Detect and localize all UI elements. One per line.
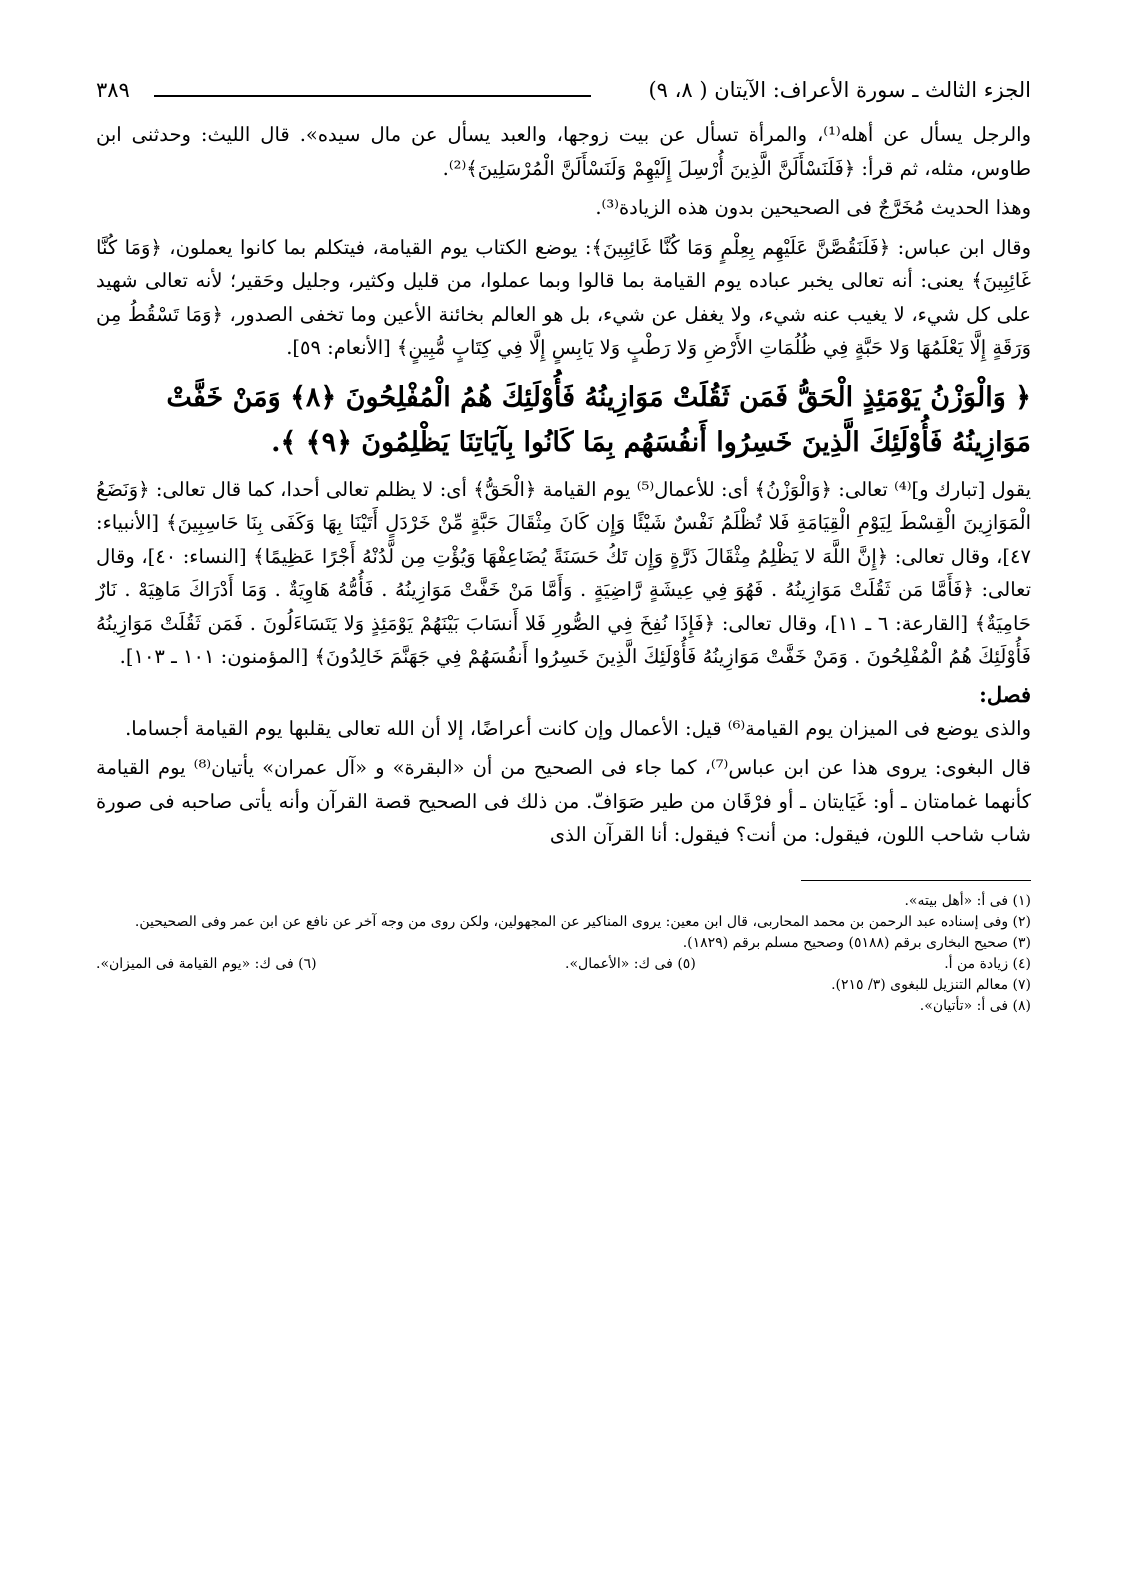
book-page xyxy=(96,78,1031,1017)
header-rule xyxy=(154,95,591,97)
paragraph: والذى يوضع فى الميزان يوم القيامة⁽⁶⁾ قيل: الأعمال وإن كانت أعراضًا، إلا أن الله تعالى يقلبها يوم القيامة أجساما. xyxy=(125,716,1031,740)
page-number: ٣٨٩ xyxy=(96,78,130,102)
paragraph: قال البغوى: يروى هذا عن ابن عباس⁽⁷⁾، كما جاء فى الصحيح من أن «البقرة» و «آل عمران» يأتيان⁽⁸⁾ يوم القيامة كأنهما غمامتان ـ أو: غَيَايتان ـ أو فرْقَان من طير صَوَافّ. من ذلك فى الصحيح قصة القرآن وأنه يأتى صاحبه فى صورة شاب شاحب اللون، فيقول: من أنت؟ فيقول: أنا القرآن الذى xyxy=(96,756,1031,846)
footnote: (٤) زيادة من أ. xyxy=(944,955,1031,972)
footnote: (٣) صحيح البخارى برقم (٥١٨٨) وصحيح مسلم برقم (١٨٢٩). xyxy=(682,934,1031,951)
footnote: (٦) فى ك: «يوم القيامة فى الميزان». xyxy=(96,955,317,972)
footnote: (٧) معالم التنزيل للبغوى (٣/ ٢١٥). xyxy=(831,976,1031,993)
footnote-row xyxy=(96,954,1031,975)
paragraph: يقول [تبارك و]⁽⁴⁾ تعالى: ﴿وَالْوَزْنُ﴾ أى: للأعمال⁽⁵⁾ يوم القيامة ﴿الْحَقُّ﴾ أى: لا يظلم تعالى أحدا، كما قال تعالى: ﴿وَنَضَعُ الْمَوَازِينَ الْقِسْطَ لِيَوْمِ الْقِيَامَةِ فَلا تُظْلَمُ نَفْسٌ شَيْئًا وَإِن كَانَ مِثْقَالَ حَبَّةٍ مِّنْ خَرْدَلٍ أَتَيْنَا بِهَا وَكَفَى بِنَا حَاسِبِينَ﴾ [الأنبياء: ٤٧]، وقال تعالى: ﴿إِنَّ اللَّهَ لا يَظْلِمُ مِثْقَالَ ذَرَّةٍ وَإِن تَكُ حَسَنَةً يُضَاعِفْهَا وَيُؤْتِ مِن لَّدُنْهُ أَجْرًا عَظِيمًا﴾ [النساء: ٤٠]، وقال تعالى: ﴿فَأَمَّا مَن ثَقُلَتْ مَوَازِينُهُ . فَهُوَ فِي عِيشَةٍ رَّاضِيَةٍ . وَأَمَّا مَنْ خَفَّتْ مَوَازِينُهُ . فَأُمُّهُ هَاوِيَةٌ . وَمَا أَدْرَاكَ مَاهِيَهْ . نَارٌ حَامِيَةٌ﴾ [القارعة: ٦ ـ ١١]، وقال تعالى: ﴿فَإِذَا نُفِخَ فِي الصُّورِ فَلا أَنسَابَ بَيْنَهُمْ يَوْمَئِذٍ وَلا يَتَسَاءَلُونَ . فَمَن ثَقُلَتْ مَوَازِينُهُ فَأُوْلَئِكَ هُمُ الْمُفْلِحُونَ . وَمَنْ خَفَّتْ مَوَازِينُهُ فَأُوْلَئِكَ الَّذِينَ خَسِرُوا أَنفُسَهُمْ فِي جَهَنَّمَ خَالِدُونَ﴾ [المؤمنون: ١٠١ ـ ١٠٣]. xyxy=(96,477,1031,668)
paragraph: وهذا الحديث مُخَرَّجٌ فى الصحيحين بدون هذه الزيادة⁽³⁾. xyxy=(595,196,1031,219)
paragraph: وقال ابن عباس: ﴿فَلَنَقُصَّنَّ عَلَيْهِم بِعِلْمٍ وَمَا كُنَّا غَائِبِينَ﴾: يوضع الكتاب يوم القيامة، فيتكلم بما كانوا يعملون، ﴿وَمَا كُنَّا غَائِبِينَ﴾ يعنى: أنه تعالى يخبر عباده يوم القيامة بما قالوا وبما عملوا، من قليل وكثير، وجليل وحَقير؛ لأنه تعالى شهيد على كل شيء، لا يغيب عنه شيء، ولا يغفل عن شيء، بل هو العالم بخائنة الأعين وما تخفى الصدور، ﴿وَمَا تَسْقُطُ مِن وَرَقَةٍ إِلَّا يَعْلَمُهَا وَلا حَبَّةٍ فِي ظُلُمَاتِ الأَرْضِ وَلا رَطْبٍ وَلا يَابِسٍ إِلَّا فِي كِتَابٍ مُّبِينٍ﴾ [الأنعام: ٥٩]. xyxy=(96,235,1031,359)
section-heading: فصل: xyxy=(979,681,1031,707)
footnote: (٢) وفى إسناده عبد الرحمن بن محمد المحاربى، قال ابن معين: يروى المناكير عن المجهولين، ولكن روى من وجه آخر عن نافع عن ابن عمر وفى الصحيحين. xyxy=(134,913,1031,930)
footnote: (١) فى أ: «أهل بيته». xyxy=(904,892,1031,909)
running-title: الجزء الثالث ـ سورة الأعراف: الآيتان ( ٨، ٩) xyxy=(648,78,1031,102)
paragraph: والرجل يسأل عن أهله⁽¹⁾، والمرأة تسأل عن بيت زوجها، والعبد يسأل عن مال سيده». قال الليث: وحدثنى ابن طاوس، مثله، ثم قرأ: ﴿فَلَنَسْأَلَنَّ الَّذِينَ أُرْسِلَ إِلَيْهِمْ وَلَنَسْأَلَنَّ الْمُرْسَلِينَ﴾⁽²⁾. xyxy=(96,123,1032,180)
footnotes xyxy=(96,891,1031,1017)
footnote-separator xyxy=(801,880,1031,881)
footnote: (٨) فى أ: «تأتيان». xyxy=(919,997,1031,1014)
page-header xyxy=(96,78,1031,118)
footnote: (٥) فى ك: «الأعمال». xyxy=(565,955,696,972)
quran-verse-block: ﴿ وَالْوَزْنُ يَوْمَئِذٍ الْحَقُّ فَمَن ثَقُلَتْ مَوَازِينُهُ فَأُوْلَئِكَ هُمُ الْمُفْلِحُونَ ﴿٨﴾ وَمَنْ خَفَّتْ مَوَازِينُهُ فَأُوْلَئِكَ الَّذِينَ خَسِرُوا أَنفُسَهُم بِمَا كَانُوا بِآيَاتِنَا يَظْلِمُونَ ﴿٩﴾ ﴾. xyxy=(166,381,1031,458)
